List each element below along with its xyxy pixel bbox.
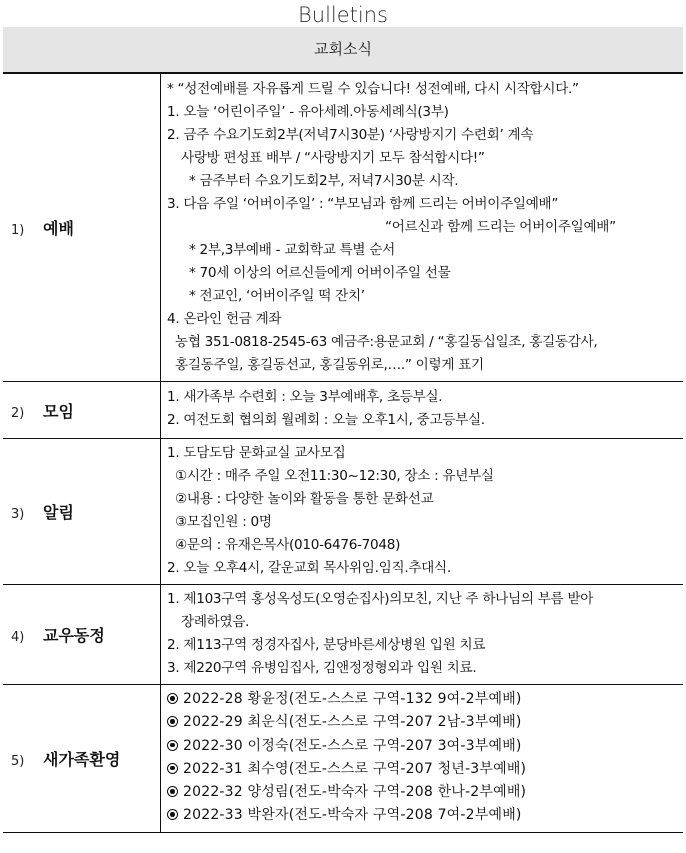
list-item: 홍길동주일, 홍길동선교, 홍길동위로,….” 이렇게 표기 — [175, 357, 484, 373]
new-family-entry: 2022-30 이정숙(전도-스스로 구역-207 3여-3부예배) — [183, 737, 522, 754]
radio-filled-icon — [167, 716, 178, 727]
table-row-meetings — [3, 382, 683, 439]
row-label-notices — [3, 439, 161, 585]
list-item — [167, 804, 679, 827]
row-content-worship — [161, 74, 684, 382]
row-number: 3) — [11, 507, 25, 522]
radio-filled-icon — [167, 809, 178, 820]
row-number: 2) — [11, 405, 25, 421]
list-item: 1. 도담도담 문화교실 교사모집 — [167, 445, 346, 461]
list-item: ③모집인원 : 0명 — [175, 514, 272, 530]
list-item: ②내용 : 다양한 놀이와 활동을 통한 문화선교 — [175, 491, 434, 507]
table-row-member-news — [3, 585, 683, 685]
list-item: “어르신과 함께 드리는 어버이주일예배” — [385, 219, 616, 235]
row-label-text: 새가족환영 — [43, 749, 121, 769]
row-label-worship — [3, 74, 161, 382]
radio-filled-icon — [167, 786, 178, 797]
row-label-text: 예배 — [43, 219, 74, 238]
list-item: 3. 제220구역 유병임집사, 김앤정정형외과 입원 치료. — [167, 660, 477, 676]
row-number: 4) — [11, 630, 25, 645]
table-row-notices — [3, 439, 683, 585]
row-content-notices — [161, 439, 684, 585]
radio-filled-icon — [167, 693, 178, 704]
list-item: 1. 오늘 ‘어린이주일’ - 유아세례.아동세례식(3부) — [167, 104, 449, 120]
list-item: 2. 금주 수요기도회2부(저녁7시30분) ‘사랑방지기 수련회’ 계속 — [167, 127, 534, 143]
radio-filled-icon — [167, 740, 178, 751]
row-content-meetings — [161, 382, 684, 439]
row-content-new-family — [161, 685, 684, 833]
list-item: 장례하였음. — [181, 614, 250, 630]
list-item: * 전교인, ‘어버이주일 떡 잔치’ — [189, 288, 365, 304]
list-item: 3. 다음 주일 ‘어버이주일’ : “부모님과 함께 드리는 어버이주일예배” — [167, 196, 559, 212]
row-label-text: 알림 — [43, 503, 74, 522]
list-item — [167, 758, 679, 781]
page-title: Bulletins — [298, 3, 388, 27]
list-item: * “성전예배를 자유롭게 드릴 수 있습니다! 성전예배, 다시 시작합시다.” — [167, 81, 579, 97]
row-label-meetings — [3, 382, 161, 439]
row-label-text: 모임 — [43, 401, 74, 421]
list-item — [167, 711, 679, 734]
row-label-new-family — [3, 685, 161, 833]
new-family-entry: 2022-31 최수영(전도-스스로 구역-207 청년-3부예배) — [183, 760, 527, 777]
section-header: 교회소식 — [3, 27, 683, 74]
list-item: 1. 제103구역 홍성옥성도(오영순집사)의모친, 지난 주 하나님의 부름 받아 — [167, 591, 594, 607]
row-label-text: 교우동정 — [43, 626, 105, 645]
list-item: ④문의 : 유재은목사(010-6476-7048) — [175, 537, 401, 553]
bulletin-table-wrap — [3, 27, 683, 833]
radio-filled-icon — [167, 763, 178, 774]
list-item: 사랑방 편성표 배부 / “사랑방지기 모두 참석합시다!” — [181, 150, 485, 166]
bulletin-table — [3, 74, 683, 833]
list-item: 2. 오늘 오후4시, 갈운교회 목사위임.임직.추대식. — [167, 560, 451, 576]
list-item: * 2부,3부예배 - 교회학교 특별 순서 — [189, 242, 395, 258]
list-item: * 금주부터 수요기도회2부, 저녁7시30분 시작. — [189, 173, 459, 189]
new-family-entry: 2022-28 황윤정(전도-스스로 구역-132 9여-2부예배) — [183, 691, 522, 707]
list-item: * 70세 이상의 어르신들에게 어버이주일 선물 — [189, 265, 451, 281]
list-item — [167, 735, 679, 758]
new-family-entry: 2022-32 양성림(전도-박숙자 구역-208 한나-2부예배) — [183, 784, 527, 801]
list-item: 2. 여전도회 협의회 월례회 : 오늘 오후1시, 중고등부실. — [167, 412, 485, 428]
list-item: 4. 온라인 헌금 계좌 — [167, 311, 282, 327]
list-item — [167, 781, 679, 804]
row-number: 5) — [11, 753, 25, 769]
new-family-entry: 2022-33 박완자(전도-박숙자 구역-208 7여-2부예배) — [183, 807, 522, 824]
row-number: 1) — [11, 223, 25, 238]
list-item: 2. 제113구역 정경자집사, 분당바른세상병원 입원 치료 — [167, 637, 486, 653]
row-label-member-news — [3, 585, 161, 685]
new-family-entry: 2022-29 최운식(전도-스스로 구역-207 2남-3부예배) — [183, 714, 522, 731]
list-item: ①시간 : 매주 주일 오전11:30~12:30, 장소 : 유년부실 — [175, 468, 494, 484]
table-row-new-family — [3, 685, 683, 833]
table-row-worship — [3, 74, 683, 382]
row-content-member-news — [161, 585, 684, 685]
list-item — [167, 688, 679, 711]
list-item: 1. 새가족부 수련회 : 오늘 3부예배후, 초등부실. — [167, 389, 443, 405]
list-item: 농협 351-0818-2545-63 예금주:용문교회 / “홍길동십일조, 홍길동감사, — [175, 334, 598, 350]
